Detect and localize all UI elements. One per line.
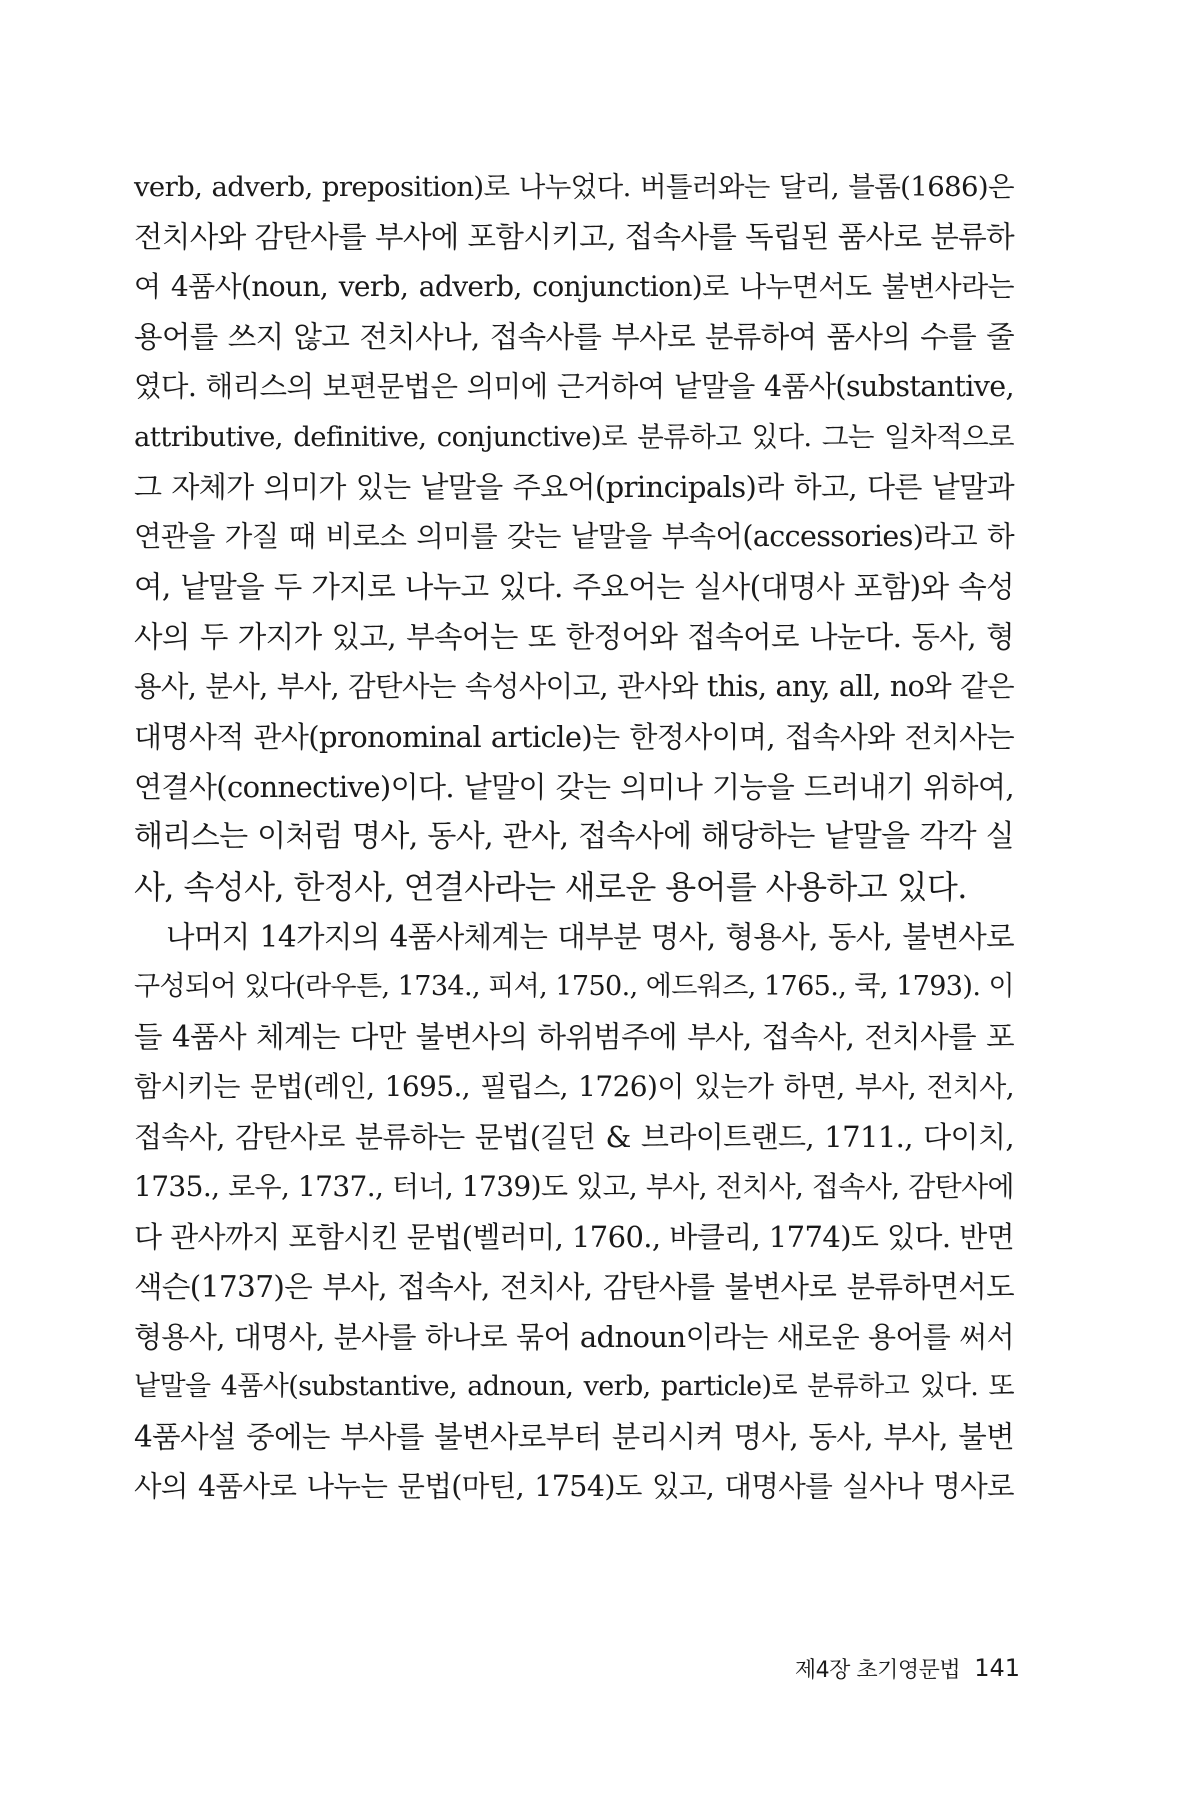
text-line: 들 4품사 체계는 다만 불변사의 하위범주에 부사, 접속사, 전치사를 포 bbox=[134, 1020, 1014, 1054]
text-line: 색슨(1737)은 부사, 접속사, 전치사, 감탄사를 불변사로 분류하면서도 bbox=[134, 1270, 1014, 1304]
text-line: 형용사, 대명사, 분사를 하나로 묶어 adnoun이라는 새로운 용어를 써서 bbox=[134, 1320, 1014, 1354]
text-line: 낱말을 4품사(substantive, adnoun, verb, particle)로 분류하고 있다. 또 bbox=[134, 1371, 1014, 1402]
text-line: 4품사설 중에는 부사를 불변사로부터 분리시켜 명사, 동사, 부사, 불변 bbox=[134, 1420, 1014, 1454]
text-line: 였다. 해리스의 보편문법은 의미에 근거하여 낱말을 4품사(substantive, bbox=[134, 370, 1014, 403]
text-line: 해리스는 이처럼 명사, 동사, 관사, 접속사에 해당하는 낱말을 각각 실 bbox=[134, 819, 1014, 854]
text-line: 접속사, 감탄사로 분류하는 문법(길던 & 브라이트랜드, 1711., 다이치, bbox=[134, 1120, 1014, 1154]
text-line: 나머지 14가지의 4품사체계는 대부분 명사, 형용사, 동사, 불변사로 bbox=[166, 920, 1014, 954]
page-number: 141 bbox=[974, 1654, 1020, 1682]
text-line: 용어를 쓰지 않고 전치사나, 접속사를 부사로 분류하여 품사의 수를 줄 bbox=[134, 320, 1014, 354]
text-line: 사의 두 가지가 있고, 부속어는 또 한정어와 접속어로 나눈다. 동사, 형 bbox=[134, 620, 1014, 654]
text-line: 구성되어 있다(라우튼, 1734., 피셔, 1750., 에드워즈, 1765., 쿡, 1793). 이 bbox=[134, 971, 1014, 1002]
text-line: 그 자체가 의미가 있는 낱말을 주요어(principals)라 하고, 다른 낱말과 bbox=[134, 470, 1014, 504]
text-line: verb, adverb, preposition)로 나누었다. 버틀러와는 달리, 블롬(1686)은 bbox=[134, 171, 1014, 203]
text-line: 여, 낱말을 두 가지로 나누고 있다. 주요어는 실사(대명사 포함)와 속성 bbox=[134, 570, 1014, 604]
text-line: 여 4품사(noun, verb, adverb, conjunction)로 나누면서도 불변사라는 bbox=[134, 270, 1014, 303]
text-line: 1735., 로우, 1737., 터너, 1739)도 있고, 부사, 전치사, 접속사, 감탄사에 bbox=[134, 1170, 1014, 1203]
text-line: 연결사(connective)이다. 낱말이 갖는 의미나 기능을 드러내기 위하여, bbox=[134, 770, 1014, 804]
text-line: 다 관사까지 포함시킨 문법(벨러미, 1760., 바클리, 1774)도 있다. 반면 bbox=[134, 1220, 1014, 1254]
body-text bbox=[134, 162, 1014, 1512]
text-line: 사, 속성사, 한정사, 연결사라는 새로운 용어를 사용하고 있다. bbox=[134, 868, 967, 906]
text-line: 사의 4품사로 나누는 문법(마틴, 1754)도 있고, 대명사를 실사나 명사로 bbox=[134, 1470, 1014, 1503]
page-footer bbox=[650, 1648, 1020, 1688]
text-line: 연관을 가질 때 비로소 의미를 갖는 낱말을 부속어(accessories)라고 하 bbox=[134, 520, 1014, 553]
text-line: attributive, definitive, conjunctive)로 분류하고 있다. 그는 일차적으로 bbox=[134, 421, 1014, 453]
running-head: 제4장 초기영문법 bbox=[794, 1657, 961, 1683]
text-line: 함시키는 문법(레인, 1695., 필립스, 1726)이 있는가 하면, 부사, 전치사, bbox=[134, 1070, 1014, 1103]
text-line: 용사, 분사, 부사, 감탄사는 속성사이고, 관사와 this, any, all, no와 같은 bbox=[134, 670, 1014, 703]
text-line: 전치사와 감탄사를 부사에 포함시키고, 접속사를 독립된 품사로 분류하 bbox=[134, 220, 1014, 254]
text-line: 대명사적 관사(pronominal article)는 한정사이며, 접속사와 전치사는 bbox=[134, 720, 1014, 754]
